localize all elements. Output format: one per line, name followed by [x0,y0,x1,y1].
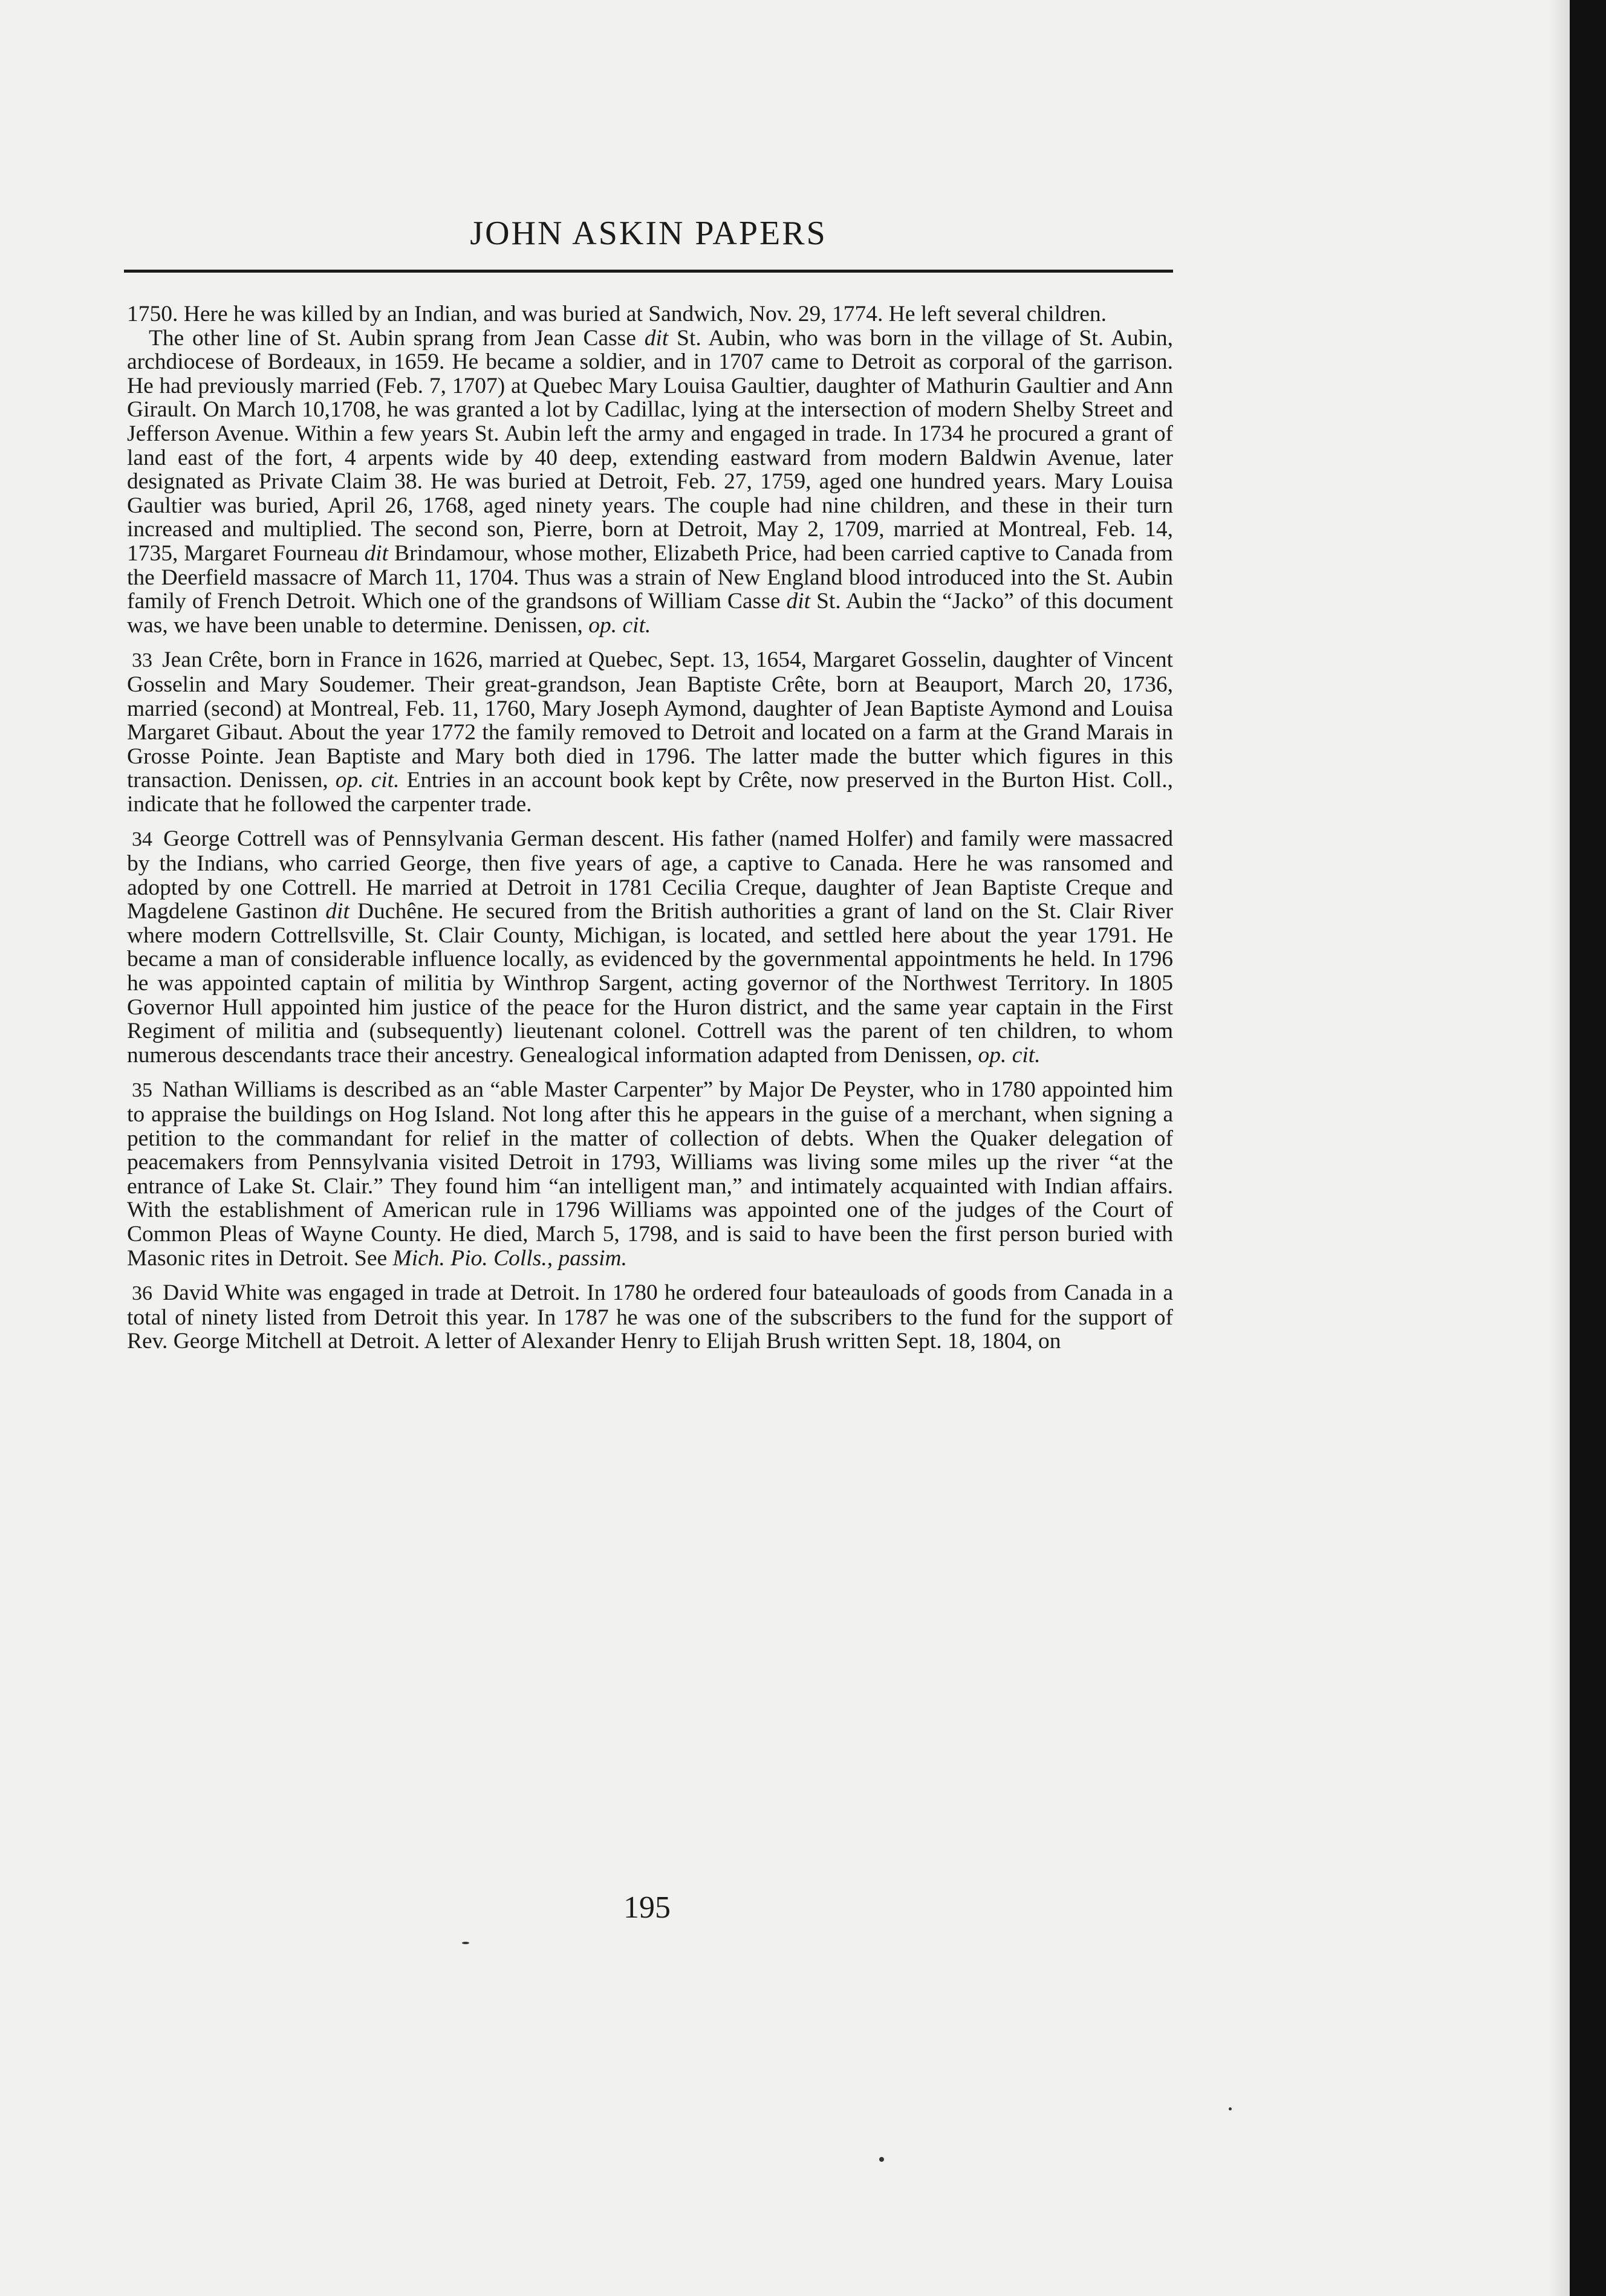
paragraph-st-aubin [127,326,1173,638]
text-run: Nathan Williams is described as an “able Master Carpenter” by Major De Peyster, who in 1780 appointed him to appraise the buildings on Hog Island. Not long after this he appears in the guise of a merchant, when signing a petition to the commandant for relief in the matter of collection of debts. When the Quaker delegation of peacemakers from Pennsylvania visited Detroit in 1793, Williams was living some miles up the river “at the entrance of Lake St. Clair.” They found him “an intelligent man,” and intimately acquainted with Indian affairs. With the establishment of American rule in 1796 Williams was appointed one of the judges of the Court of Common Pleas of Wayne County. He died, March 5, 1798, and is said to have been the first person buried with Masonic rites in Detroit. See [127,1077,1173,1271]
italic-run: dit [325,899,349,924]
note-number: 33 [132,649,152,672]
note-35 [127,1078,1173,1270]
text-run: Brindamour, whose mother, Elizabeth Price, had been carried captive to Canada from the Deerfield massacre of March 11, 1704. Thus was a strain of New England blood introduced into the St. Aubin family of French Detroit. Which one of the grandsons of William Casse [127,540,1173,614]
italic-run: Mich. Pio. Colls., passim. [392,1245,628,1271]
text-run: Entries in an account book kept by Crête, now preserved in the Burton Hist. Coll., indicate that he followed the carpenter trade. [127,768,1174,817]
text-run: The other line of St. Aubin sprang from Jean Casse [149,325,645,351]
running-title: JOHN ASKIN PAPERS [470,215,827,252]
italic-run: dit [786,589,811,614]
header-rule [124,270,1173,273]
italic-run: dit [644,325,669,351]
italic-run: op. cit. [588,612,651,638]
scan-speck [879,2157,884,2162]
scan-background-edge [1570,0,1606,2296]
note-number: 36 [132,1282,152,1305]
paragraph-text: 1750. Here he was killed by an Indian, and was buried at Sandwich, Nov. 29, 1774. He left several children. [127,302,1107,326]
scan-speck [462,1942,469,1944]
scan-speck [1229,2107,1232,2110]
italic-run: op. cit. [978,1042,1041,1068]
page-header [124,216,1173,250]
text-run: Jean Crête, born in France in 1626, married at Quebec, Sept. 13, 1654, Margaret Gosselin, daughter of Vincent Gosselin and Mary Soudemer. Their great-grandson, Jean Baptiste Crête, born at Beauport, March 20, 1736, married (second) at Montreal, Feb. 11, 1760, Mary Joseph Aymond, daughter of Jean Baptiste Aymond and Louisa Margaret Gibaut. About the year 1772 the family removed to Detroit and located on a farm at the Grand Marais in Grosse Pointe. Jean Baptiste and Mary both died in 1796. The latter made the butter which figures in this transaction. Denissen, [127,647,1174,793]
text-run: George Cottrell was of Pennsylvania German descent. His father (named Holfer) and family were massacred by the Indians, who carried George, then five years of age, a captive to Canada. Here he was ransomed and adopted by one Cottrell. He married at Detroit in 1781 Cecilia Creque, daughter of Jean Baptiste Creque and Magdelene Gastinon [127,826,1174,924]
text-run: St. Aubin the “Jacko” of this document was, we have been unable to determine. Denissen, [127,589,1174,638]
italic-run: op. cit. [335,768,400,793]
note-number: 34 [132,828,152,851]
note-number: 35 [132,1079,152,1102]
page-number: 195 [623,1890,671,1925]
page-body [127,302,1173,1354]
note-33 [127,648,1173,816]
italic-run: dit [364,540,389,566]
note-34 [127,827,1173,1067]
page-edge-shadow [1548,0,1570,2296]
text-run: David White was engaged in trade at Detroit. In 1780 he ordered four bateauloads of goods from Canada in a total of ninety listed from Detroit this year. In 1787 he was one of the subscribers to the fund for the support of Rev. George Mitchell at Detroit. A letter of Alexander Henry to Elijah Brush written Sept. 18, 1804, on [127,1280,1174,1354]
paragraph-continued [127,302,1173,326]
note-36 [127,1281,1173,1354]
text-run: Duchêne. He secured from the British authorities a grant of land on the St. Clair River where modern Cottrellsville, St. Clair County, Michigan, is located, and settled here about the year 1791. He became a man of considerable influence locally, as evidenced by the governmental appointments he held. In 1796 he was appointed captain of militia by Winthrop Sargent, acting governor of the Northwest Territory. In 1805 Governor Hull appointed him justice of the peace for the Huron district, and the same year captain in the First Regiment of militia and (subsequently) lieutenant colonel. Cottrell was the parent of ten children, to whom numerous descendants trace their ancestry. Genealogical information adapted from Denissen, [127,899,1173,1068]
text-run: St. Aubin, who was born in the village of St. Aubin, archdiocese of Bordeaux, in 1659. He became a soldier, and in 1707 came to Detroit as corporal of the garrison. He had previously married (Feb. 7, 1707) at Quebec Mary Louisa Gaultier, daughter of Mathurin Gaultier and Ann Girault. On March 10,1708, he was granted a lot by Cadillac, lying at the intersection of modern Shelby Street and Jefferson Avenue. Within a few years St. Aubin left the army and engaged in trade. In 1734 he procured a grant of land east of the fort, 4 arpents wide by 40 deep, extending eastward from modern Baldwin Avenue, later designated as Private Claim 38. He was buried at Detroit, Feb. 27, 1759, aged one hundred years. Mary Louisa Gaultier was buried, April 26, 1768, aged ninety years. The couple had nine children, and these in their turn increased and multiplied. The second son, Pierre, born at Detroit, May 2, 1709, married at Montreal, Feb. 14, 1735, Margaret Fourneau [127,325,1173,566]
